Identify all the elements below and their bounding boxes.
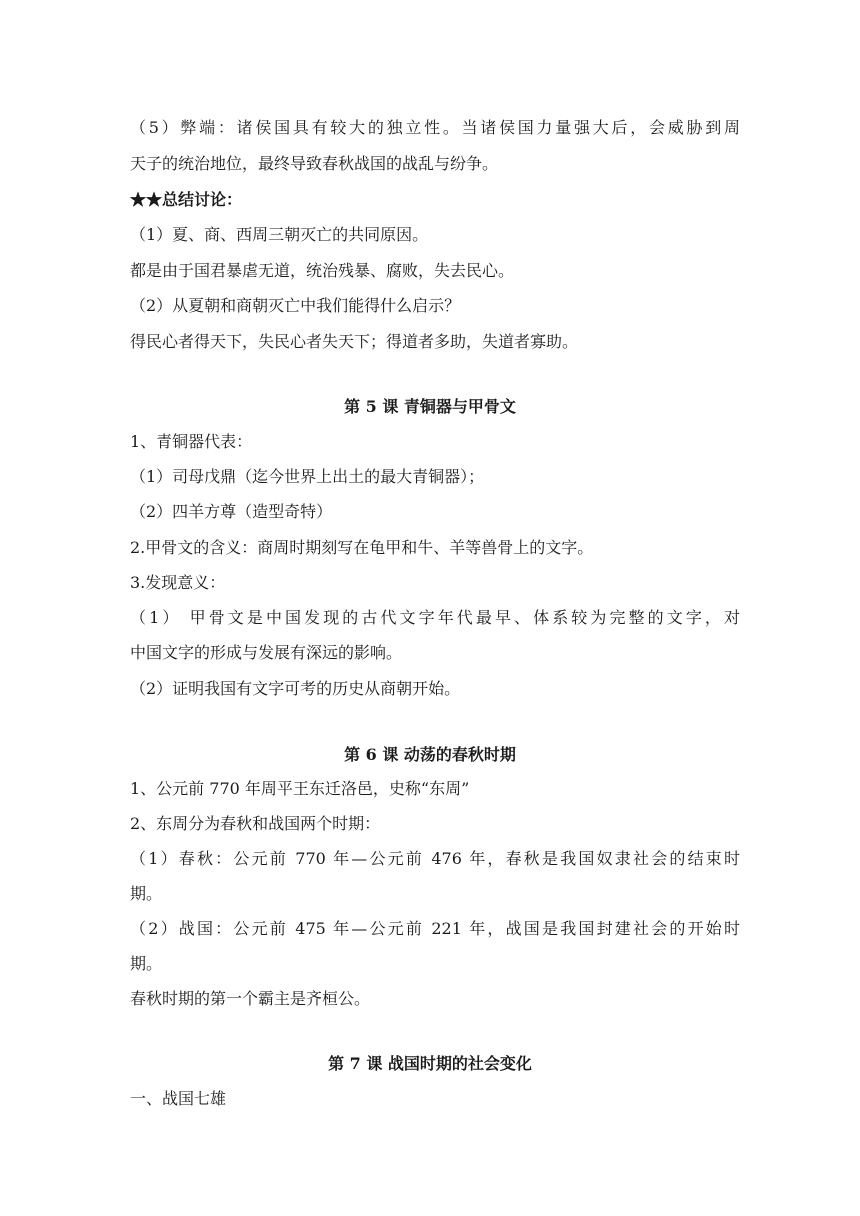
discussion-question-1: （1）夏、商、西周三朝灭亡的共同原因。 [130, 225, 429, 244]
lesson5-title: 第 5 课 青铜器与甲骨文 [344, 397, 516, 416]
discussion-answer-2: 得民心者得天下，失民心者失天下；得道者多助，失道者寡助。 [130, 332, 579, 351]
lesson6-item1: 1、公元前 770 年周平王东迁洛邑，史称“东周” [130, 779, 470, 798]
drawback-paragraph-line2: 天子的统治地位，最终导致春秋战国的战乱与纷争。 [130, 154, 499, 173]
lesson5-item1: 1、青铜器代表： [130, 432, 253, 451]
lesson6-item2-a-line2: 期。 [130, 884, 163, 903]
lesson7-title: 第 7 课 战国时期的社会变化 [328, 1054, 532, 1073]
drawback-paragraph-line1: （5）弊端：诸侯国具有较大的独立性。当诸侯国力量强大后，会威胁到周 [130, 118, 740, 137]
lesson6-item2-a-line1: （1）春秋：公元前 770 年—公元前 476 年，春秋是我国奴隶社会的结束时 [130, 849, 740, 868]
lesson6-item2-b-line1: （2）战国：公元前 475 年—公元前 221 年，战国是我国封建社会的开始时 [130, 919, 740, 938]
lesson5-item3-a-line2: 中国文字的形成与发展有深远的影响。 [130, 643, 403, 662]
lesson6-item2: 2、东周分为春秋和战国两个时期： [130, 814, 381, 833]
summary-heading: ★★总结讨论： [130, 190, 243, 209]
lesson6-item3: 春秋时期的第一个霸主是齐桓公。 [130, 989, 371, 1008]
lesson6-item2-b-line2: 期。 [130, 954, 163, 973]
lesson5-item1-a: （1）司母戊鼎（迄今世界上出土的最大青铜器）； [130, 467, 485, 486]
lesson7-item1: 一、战国七雄 [130, 1089, 227, 1108]
lesson5-item3: 3.发现意义： [130, 573, 226, 592]
lesson5-item3-b: （2）证明我国有文字可考的历史从商朝开始。 [130, 679, 461, 698]
lesson5-item2: 2.甲骨文的含义：商周时期刻写在龟甲和牛、羊等兽骨上的文字。 [130, 538, 594, 557]
lesson5-item1-b: （2）四羊方尊（造型奇特） [130, 502, 333, 521]
discussion-answer-1: 都是由于国君暴虐无道，统治残暴、腐败，失去民心。 [130, 261, 515, 280]
lesson6-title: 第 6 课 动荡的春秋时期 [344, 745, 516, 764]
discussion-question-2: （2）从夏朝和商朝灭亡中我们能得什么启示？ [130, 296, 461, 315]
lesson5-item3-a-line1: （1） 甲骨文是中国发现的古代文字年代最早、体系较为完整的文字，对 [130, 608, 740, 627]
